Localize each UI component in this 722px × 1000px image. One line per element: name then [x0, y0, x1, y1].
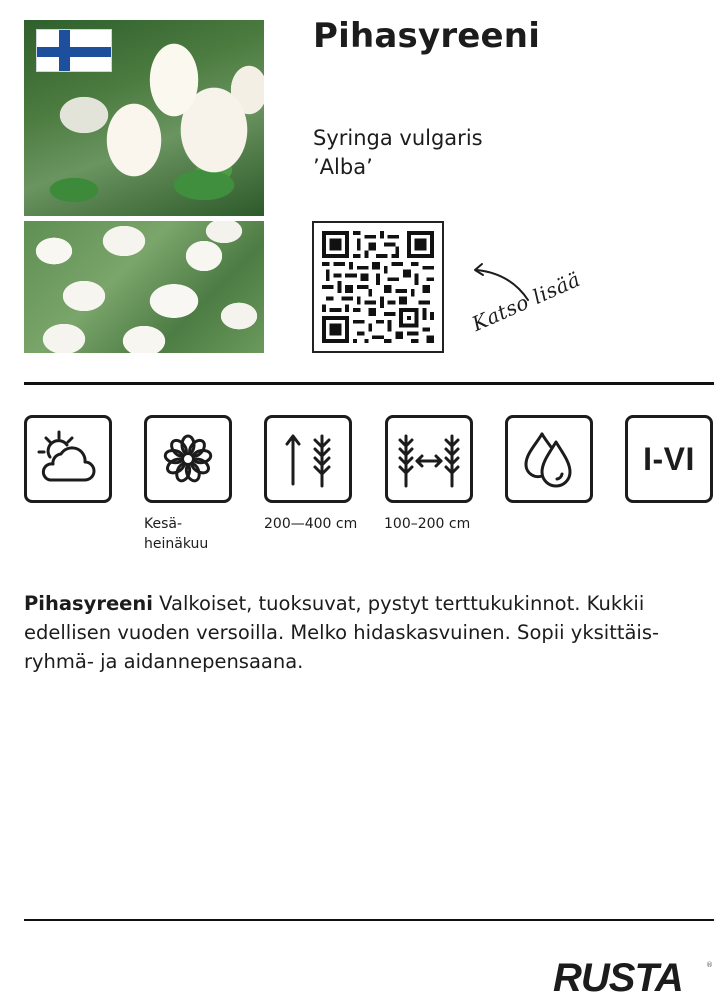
- see-more-label: Katso lisää: [468, 266, 584, 336]
- flowering-time-box: [144, 415, 232, 503]
- rusta-logo: RUSTA: [553, 956, 683, 1000]
- flowering-time-line1: Kesä-: [144, 516, 183, 532]
- water-drops-icon: [514, 424, 584, 494]
- watering-box: [505, 415, 593, 503]
- latin-name-species: Syringa vulgaris: [313, 126, 483, 150]
- height-label: 200—400 cm: [264, 516, 358, 532]
- latin-name-cultivar: ’Alba’: [313, 155, 373, 179]
- top-divider: [24, 382, 714, 385]
- description-text: Valkoiset, tuoksuvat, pystyt terttukukinnot. Kukkii edellisen vuoden versoilla. Melko hidaskasvuinen. Sopii yksittäis- ryhmä- ja aidannepensaana.: [24, 592, 660, 673]
- flowering-time-label: [144, 514, 208, 554]
- product-description: [24, 589, 714, 676]
- finland-flag-icon: [36, 29, 112, 72]
- hardiness-zone-value: I-VI: [643, 440, 695, 477]
- qr-code[interactable]: [312, 221, 444, 353]
- height-box: [264, 415, 352, 503]
- product-title: Pihasyreeni: [313, 16, 541, 56]
- height-icon: [273, 424, 343, 494]
- flowering-time-line2: heinäkuu: [144, 536, 209, 552]
- flower-closeup-photo: [24, 20, 264, 216]
- bottom-divider: [24, 919, 714, 921]
- description-lead: Pihasyreeni: [24, 592, 153, 615]
- latin-name: [313, 124, 483, 182]
- flower-icon: [153, 424, 223, 494]
- lilac-bush-photo: [24, 221, 264, 353]
- spacing-box: [385, 415, 473, 503]
- sun-exposure-box: [24, 415, 112, 503]
- hardiness-zone-box: [625, 415, 713, 503]
- registered-mark: ®: [706, 961, 713, 969]
- qr-code-icon: [322, 231, 434, 343]
- spacing-label: 100–200 cm: [384, 516, 471, 532]
- width-spacing-icon: [394, 424, 464, 494]
- partial-sun-icon: [33, 424, 103, 494]
